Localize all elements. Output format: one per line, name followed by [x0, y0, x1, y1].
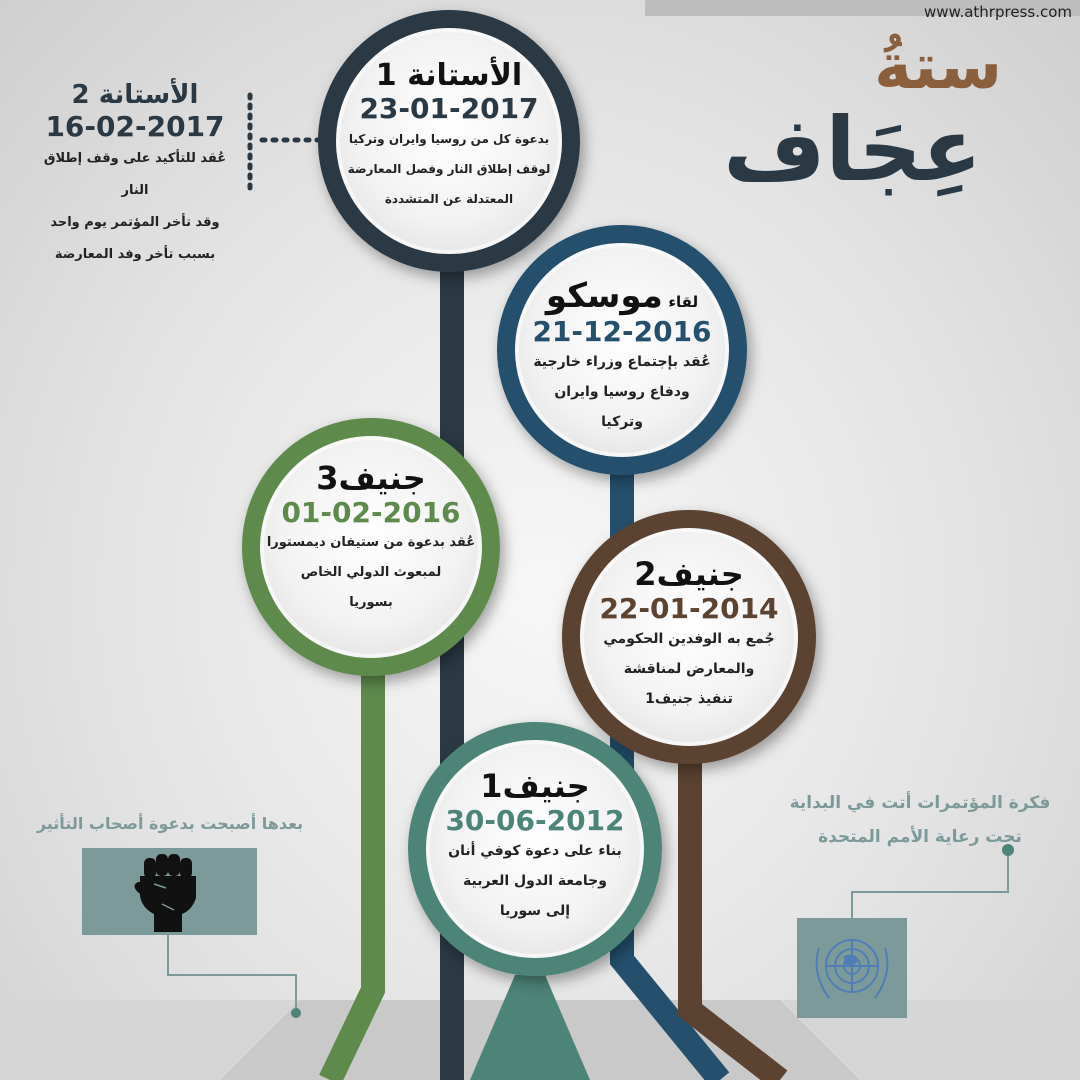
astana2-title: الأستانة 2: [71, 80, 199, 110]
geneva2-line: تنفيذ جنيف1: [645, 691, 733, 708]
geneva2-date: 22-01-2014: [599, 591, 779, 625]
astana2-line: وقد تأخر المؤتمر يوم واحد: [50, 215, 220, 230]
page-title: [680, 30, 1040, 200]
astana2-line: بسبب تأخر وفد المعارضة: [54, 247, 216, 262]
geneva1-line: وجامعة الدول العربية: [463, 873, 607, 890]
geneva2-circle: [562, 510, 816, 764]
geneva3-line: عُقد بدعوة من ستيفان ديمستورا: [266, 535, 476, 551]
astana1-circle: [318, 10, 580, 272]
un-emblem-icon: [797, 918, 907, 1018]
right-note-line: تحت رعاية الأمم المتحدة: [818, 827, 1022, 847]
geneva2-line: والمعارض لمناقشة: [623, 661, 755, 678]
title-line2: عِجَاف: [723, 98, 982, 201]
geneva3-date: 01-02-2016: [281, 495, 461, 529]
astana1-date: 23-01-2017: [359, 91, 539, 125]
un-box: [797, 918, 907, 1018]
geneva3-circle: [242, 418, 500, 676]
site-url[interactable]: www.athrpress.com: [924, 3, 1072, 21]
astana1-line: بدعوة كل من روسيا وايران وتركيا: [348, 132, 550, 147]
moscow-line: وتركيا: [601, 414, 643, 431]
title-line1: ستةُ: [874, 30, 1002, 104]
geneva1-line: بناء على دعوة كوفي أنان: [448, 843, 622, 860]
moscow-circle: [497, 225, 747, 475]
astana2-block: [30, 80, 240, 271]
astana1-line: لوقف إطلاق النار وفصل المعارضة: [347, 162, 551, 177]
geneva1-circle: [408, 722, 662, 976]
geneva1-line: إلى سوريا: [499, 903, 571, 920]
astana2-line: عُقد للتأكيد على وقف إطلاق النار: [43, 151, 227, 198]
geneva1-date: 30-06-2012: [445, 803, 625, 837]
moscow-heading: [515, 276, 729, 316]
geneva2-line: جُمع به الوفدين الحكومي: [603, 631, 775, 648]
raised-fist-icon: [82, 848, 257, 935]
geneva3-title: جنيف3: [316, 459, 426, 497]
moscow-date: 21-12-2016: [532, 314, 712, 348]
astana1-title: الأستانة 1: [375, 58, 523, 93]
astana2-date: 16-02-2017: [45, 110, 225, 143]
geneva1-title: جنيف1: [480, 767, 590, 805]
geneva3-line: بسوريا: [349, 595, 393, 611]
left-note: بعدها أصبحت بدعوة أصحاب التأثير: [36, 814, 304, 833]
moscow-line: ودفاع روسيا وايران: [554, 384, 690, 401]
moscow-prefix: لقاء: [668, 293, 699, 311]
moscow-line: عُقد بإجتماع وزراء خارجية: [533, 354, 711, 371]
right-note-line: فكرة المؤتمرات أتت في البداية: [789, 793, 1051, 813]
astana1-line: المعتدلة عن المتشددة: [384, 192, 514, 207]
moscow-title: موسكو: [545, 276, 663, 316]
fist-box: [82, 848, 257, 935]
geneva2-title: جنيف2: [634, 555, 744, 593]
right-note: [770, 786, 1070, 854]
geneva3-line: لمبعوث الدولي الخاص: [300, 565, 442, 581]
